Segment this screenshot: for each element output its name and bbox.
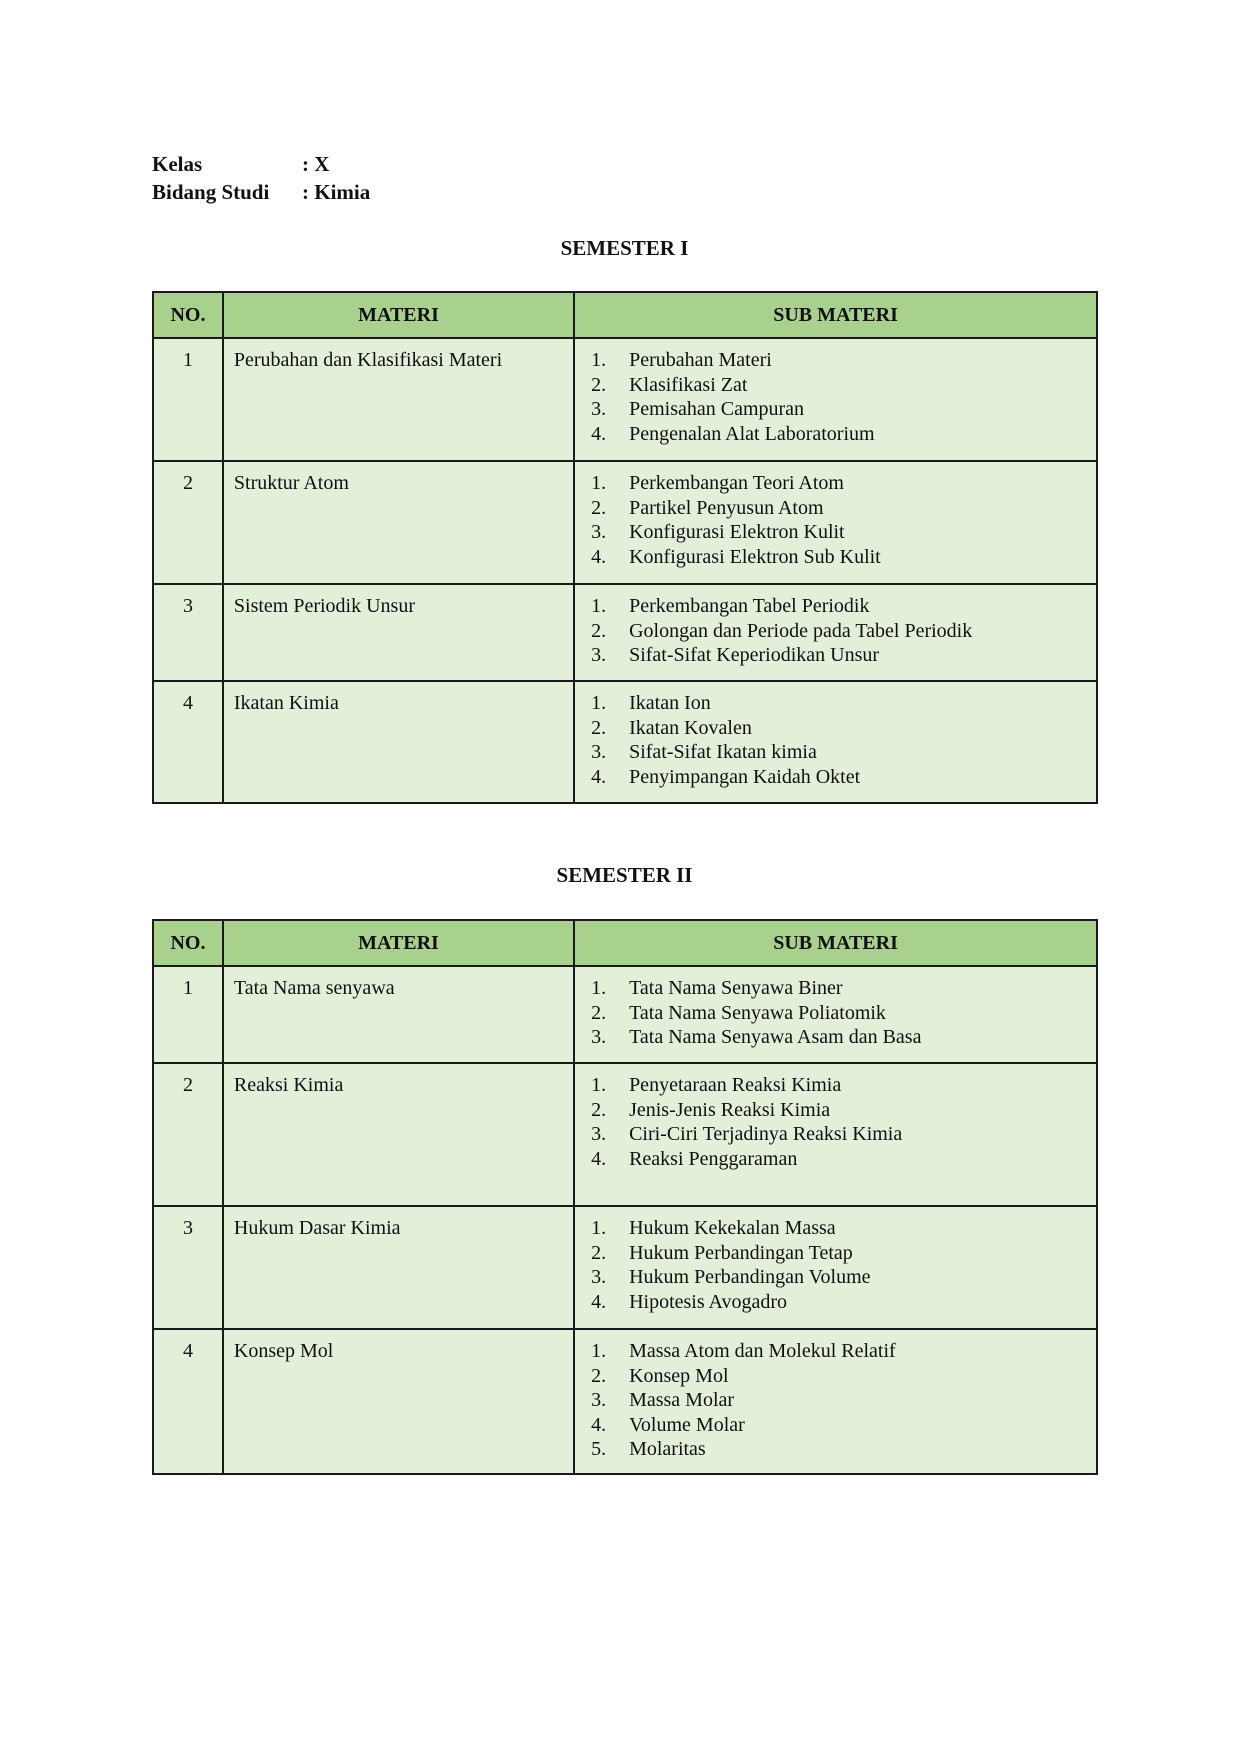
header-materi: MATERI [223, 292, 574, 338]
list-item: 1. Tata Nama Senyawa Biner [591, 977, 843, 999]
row-number: 3 [153, 1206, 223, 1329]
sub-materi-cell [574, 966, 1097, 1063]
list-item: 1. Penyetaraan Reaksi Kimia [591, 1074, 842, 1096]
list-item: 2. Partikel Penyusun Atom [591, 496, 824, 519]
table-row [153, 681, 1097, 803]
sub-materi-list [585, 976, 1086, 1050]
table-row [153, 966, 1097, 1063]
materi-cell: Ikatan Kimia [223, 681, 574, 803]
sub-materi-cell [574, 681, 1097, 803]
bidang-studi-label: Bidang Studi [152, 180, 270, 204]
semester-2-table [152, 919, 1098, 1475]
sub-materi-list [585, 594, 1086, 668]
header-materi: MATERI [223, 920, 574, 966]
list-item: 2. Jenis-Jenis Reaksi Kimia [591, 1098, 831, 1121]
table-row [153, 1063, 1097, 1206]
list-item: 2. Ikatan Kovalen [591, 716, 752, 739]
kelas-label: Kelas [152, 152, 203, 176]
materi-cell: Struktur Atom [223, 461, 574, 584]
materi-cell: Sistem Periodik Unsur [223, 584, 574, 681]
semester-1-title: SEMESTER I [560, 236, 689, 260]
list-item: 3. Hukum Perbandingan Volume [591, 1266, 871, 1288]
sub-materi-list [585, 348, 1086, 446]
table-row [153, 1206, 1097, 1329]
row-number: 4 [153, 1329, 223, 1474]
list-item: 2. Konsep Mol [591, 1364, 729, 1387]
semester-2-title: SEMESTER II [556, 863, 693, 887]
table-row [153, 1329, 1097, 1474]
row-number: 2 [153, 461, 223, 584]
header-sub-materi: SUB MATERI [574, 292, 1097, 338]
list-item: 2. Tata Nama Senyawa Poliatomik [591, 1001, 886, 1024]
materi-cell: Tata Nama senyawa [223, 966, 574, 1063]
row-number: 4 [153, 681, 223, 803]
sub-materi-list [585, 471, 1086, 569]
semester-1-table [152, 291, 1098, 804]
kelas-value: : X [302, 152, 330, 176]
table-header-row [153, 920, 1097, 966]
list-item: 3. Sifat-Sifat Keperiodikan Unsur [591, 644, 880, 666]
list-item: 4. Volume Molar [591, 1413, 745, 1436]
meta-bidang-row [152, 178, 370, 206]
list-item: 3. Pemisahan Campuran [591, 398, 805, 420]
sub-materi-cell [574, 461, 1097, 584]
materi-cell: Perubahan dan Klasifikasi Materi [223, 338, 574, 461]
list-item: 1. Hukum Kekekalan Massa [591, 1217, 836, 1239]
document-meta [152, 150, 370, 206]
list-item: 3. Tata Nama Senyawa Asam dan Basa [591, 1026, 922, 1048]
list-item: 3. Massa Molar [591, 1389, 735, 1411]
list-item: 1. Perubahan Materi [591, 349, 772, 371]
materi-cell: Reaksi Kimia [223, 1063, 574, 1206]
sub-materi-cell [574, 338, 1097, 461]
list-item: 1. Ikatan Ion [591, 692, 711, 714]
table-row [153, 584, 1097, 681]
list-item: 4. Hipotesis Avogadro [591, 1290, 788, 1313]
row-number: 3 [153, 584, 223, 681]
list-item: 1. Massa Atom dan Molekul Relatif [591, 1340, 896, 1362]
header-no: NO. [153, 292, 223, 338]
list-item: 3. Ciri-Ciri Terjadinya Reaksi Kimia [591, 1123, 903, 1145]
materi-cell: Hukum Dasar Kimia [223, 1206, 574, 1329]
list-item: 4. Konfigurasi Elektron Sub Kulit [591, 545, 881, 568]
table-header-row [153, 292, 1097, 338]
list-item: 1. Perkembangan Tabel Periodik [591, 595, 870, 617]
table-row [153, 338, 1097, 461]
materi-cell: Konsep Mol [223, 1329, 574, 1474]
header-no: NO. [153, 920, 223, 966]
bidang-studi-value: : Kimia [302, 180, 371, 204]
list-item: 5. Molaritas [591, 1438, 706, 1460]
list-item: 4. Reaksi Penggaraman [591, 1147, 798, 1170]
list-item: 2. Klasifikasi Zat [591, 373, 748, 396]
table-row [153, 461, 1097, 584]
header-sub-materi: SUB MATERI [574, 920, 1097, 966]
meta-kelas-row [152, 150, 370, 178]
row-number: 1 [153, 338, 223, 461]
sub-materi-list [585, 691, 1086, 789]
list-item: 2. Hukum Perbandingan Tetap [591, 1241, 853, 1264]
list-item: 1. Perkembangan Teori Atom [591, 472, 844, 494]
row-number: 2 [153, 1063, 223, 1206]
list-item: 3. Sifat-Sifat Ikatan kimia [591, 741, 817, 763]
sub-materi-list [585, 1339, 1086, 1462]
list-item: 2. Golongan dan Periode pada Tabel Periodik [591, 619, 973, 642]
sub-materi-list [585, 1216, 1086, 1314]
list-item: 3. Konfigurasi Elektron Kulit [591, 521, 845, 543]
sub-materi-cell [574, 584, 1097, 681]
sub-materi-cell [574, 1329, 1097, 1474]
row-number: 1 [153, 966, 223, 1063]
sub-materi-list [585, 1073, 1086, 1171]
list-item: 4. Penyimpangan Kaidah Oktet [591, 765, 861, 788]
list-item: 4. Pengenalan Alat Laboratorium [591, 422, 875, 445]
sub-materi-cell [574, 1206, 1097, 1329]
sub-materi-cell [574, 1063, 1097, 1206]
